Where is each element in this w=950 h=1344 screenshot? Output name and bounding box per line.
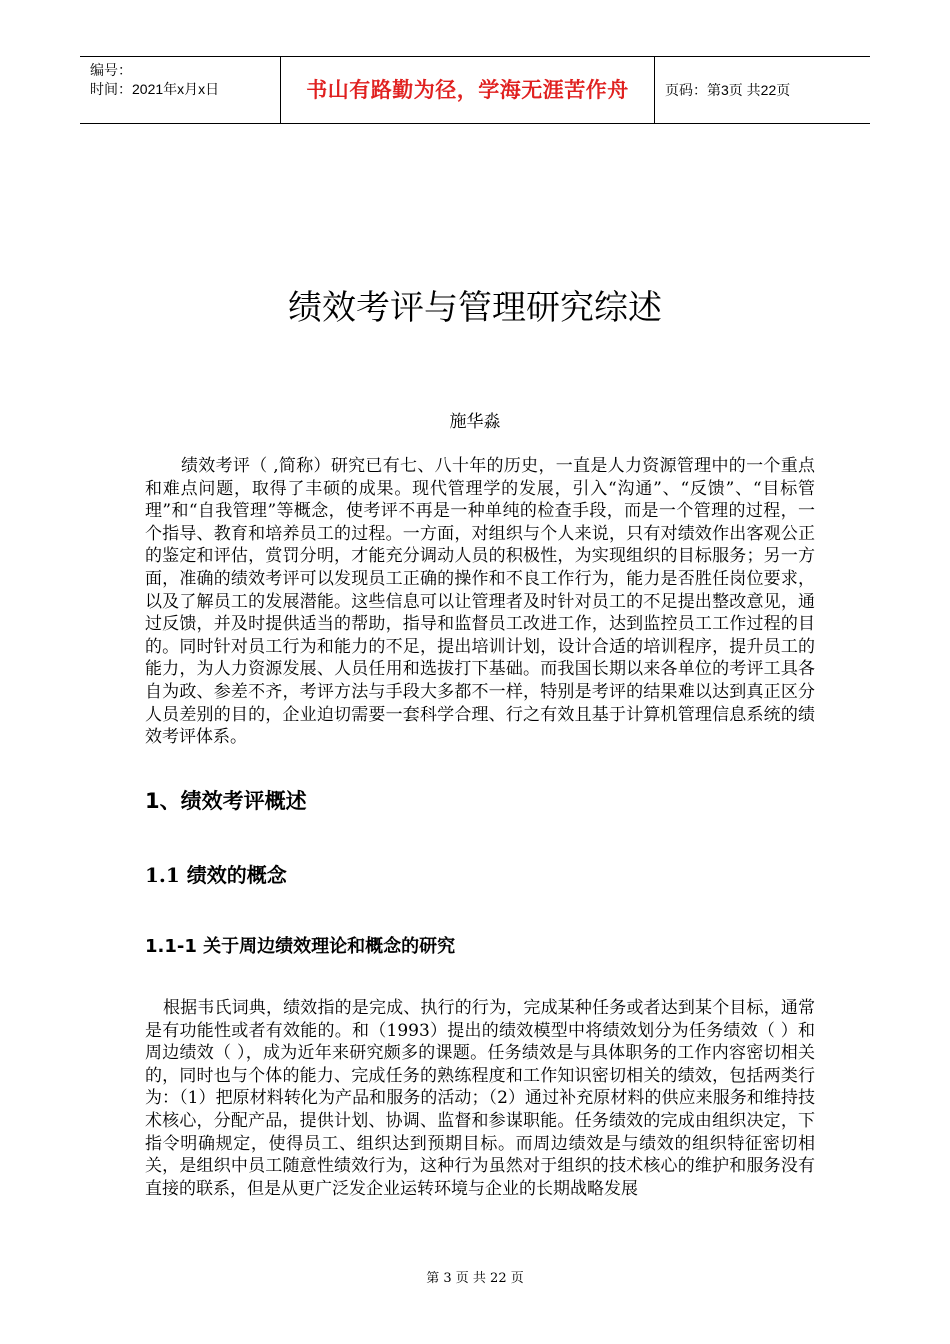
header-meta-cell	[80, 57, 281, 123]
page-footer: 第 3 页 共 22 页	[426, 1271, 524, 1286]
document-author: 施华淼	[449, 412, 501, 432]
header-motto: 书山有路勤为径，学海无涯苦作舟	[281, 57, 655, 123]
page-header	[80, 56, 870, 124]
header-page-info: 页码：第3页 共22页	[665, 82, 791, 98]
document-title: 绩效考评与管理研究综述	[288, 288, 662, 328]
doc-date-label: 时间：2021年x月x日	[90, 81, 220, 97]
section-heading-1-1: 1.1 绩效的概念	[145, 863, 287, 887]
section-heading-1: 1、绩效考评概述	[145, 789, 307, 813]
section-heading-1-1-1: 1.1-1 关于周边绩效理论和概念的研究	[145, 936, 456, 957]
doc-number-label: 编号：	[90, 62, 132, 78]
intro-paragraph: 绩效考评（ ,简称）研究已有七、八十年的历史，一直是人力资源管理中的一个重点和难点问题，取得了丰硕的成果。现代管理学的发展，引入“沟通”、“反馈”、“目标管理”和“自我管理”等概念，使考评不再是一种单纯的检查手段，而是一个管理的过程，一个指导、教育和培养员工的过程。一方面，对组织与个人来说，只有对绩效作出客观公正的鉴定和评估，赏罚分明，才能充分调动人员的积极性，为实现组织的目标服务；另一方面，准确的绩效考评可以发现员工正确的操作和不良工作行为，能力是否胜任岗位要求，以及了解员工的发展潜能。这些信息可以让管理者及时针对员工的不足提出整改意见，通过反馈，并及时提供适当的帮助，指导和监督员工改进工作，达到监控员工工作过程的目的。同时针对员工行为和能力的不足，提出培训计划，设计合适的培训程序，提升员工的能力，为人力资源发展、人员任用和选拔打下基础。而我国长期以来各单位的考评工具各自为政、参差不齐，考评方法与手段大多都不一样，特别是考评的结果难以达到真正区分人员差别的目的，企业迫切需要一套科学合理、行之有效且基于计算机管理信息系统的绩效考评体系。	[145, 456, 815, 748]
body-paragraph: 根据韦氏词典，绩效指的是完成、执行的行为，完成某种任务或者达到某个目标，通常是有功能性或者有效能的。和（1993）提出的绩效模型中将绩效划分为任务绩效（ ）和周边绩效（ ），成为近年来研究颇多的课题。任务绩效是与具体职务的工作内容密切相关的，同时也与个体的能力、完成任务的熟练程度和工作知识密切相关的绩效，包括两类行为：（1）把原材料转化为产品和服务的活动；（2）通过补充原材料的供应来服务和维持技术核心，分配产品，提供计划、协调、监督和参谋职能。任务绩效的完成由组织决定，下指令明确规定，使得员工、组织达到预期目标。而周边绩效是与绩效的组织特征密切相关，是组织中员工随意性绩效行为，这种行为虽然对于组织的技术核心的维护和服务没有直接的联系，但是从更广泛发企业运转环境与企业的长期战略发展	[145, 998, 815, 1199]
